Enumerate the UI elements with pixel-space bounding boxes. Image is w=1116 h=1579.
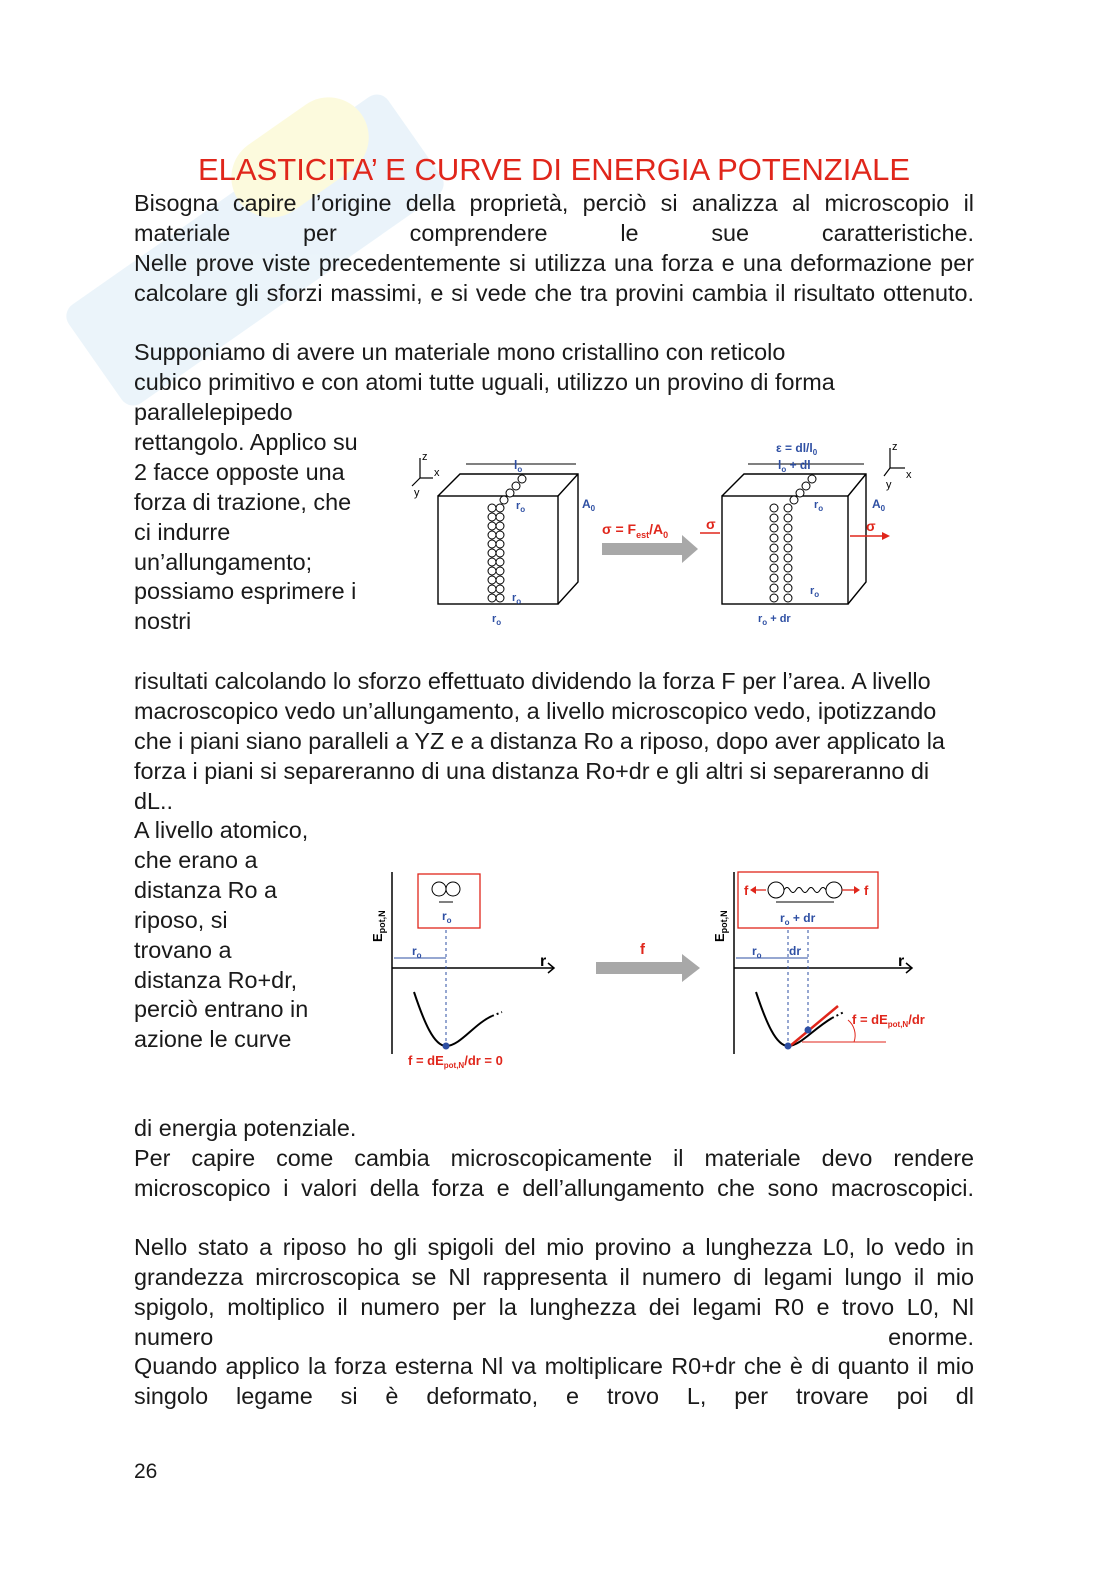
ylabel-left: $E_{pot,N}$ — [370, 910, 387, 942]
paragraph-energia: di energia potenziale. — [134, 1115, 357, 1141]
label-r0-under: $r_o$ — [492, 613, 502, 627]
paragraph-livello-atomico: A livello atomico, che erano a distanza Ro a riposo, si trovano a distanza Ro+dr, perciò entrano in azione le curve — [134, 817, 309, 1053]
axis-z-label-right: z — [892, 441, 898, 453]
page-title: ELASTICITA’ E CURVE DI ENERGIA POTENZIALE — [197, 152, 911, 187]
equation-right: $f = dE_{pot,N}/dr$ — [852, 1012, 925, 1029]
label-r0-plus-dr-box: $r_o$ + dr — [780, 911, 816, 927]
arrow-right-icon — [602, 535, 698, 563]
page-number: 26 — [134, 1460, 158, 1483]
equation-left: $f = dE_{pot,N}/dr = 0$ — [408, 1053, 503, 1070]
xlabel-r-left: r — [540, 953, 547, 970]
spring-icon — [784, 888, 826, 893]
axis-y-label-right: y — [886, 479, 892, 491]
paragraph-risultati: risultati calcolando lo sforzo effettuato dividendo la forza F per l’area. A livello macroscopico vedo un’allungamento, a livello microscopico vedo, ipotizzando che i piani siano paralleli a YZ e a distanza Ro a riposo, dopo aver applicato la forza i piani si separeranno di una distanza Ro+dr e gli altri si separeranno di dL.. — [134, 668, 945, 814]
axis-x-label-right: x — [906, 469, 912, 481]
label-f-arrow: f — [640, 941, 645, 958]
label-r0-top: $r_o$ — [516, 500, 526, 514]
xlabel-r-right: r — [898, 953, 905, 970]
tangent-line — [790, 1006, 838, 1046]
paragraph-microscopico: Per capire come cambia microscopicamente il materiale devo rendere microscopico i valori della forza e dell’allungamento che sono macroscopici. — [134, 1145, 974, 1201]
label-r0-axis-left: $r_o$ — [412, 944, 422, 960]
label-dr-axis: dr — [789, 944, 801, 958]
label-sigma-formula: $\sigma = F_{est}/A_0$ — [602, 521, 669, 540]
label-r0-right-bottom: $r_o$ — [810, 585, 820, 599]
label-epsilon: $\varepsilon = dl/l_0$ — [776, 441, 818, 457]
label-l0-plus-dl: $l_o$ + dl — [778, 458, 811, 474]
paragraph-materiale: Supponiamo di avere un materiale mono cristallino con reticolo cubico primitivo e con atomi tutte uguali, utilizzo un provino di forma — [134, 339, 835, 395]
paragraph-stato-riposo: Nello stato a riposo ho gli spigoli del mio provino a lunghezza L0, lo vedo in grandezza mircroscopica se Nl rappresenta il numero di legami lungo il mio spigolo, moltiplico il numero per la lunghezza dei legami R0 e trovo L0, Nl numero enorme. — [134, 1234, 974, 1350]
label-r0-box-left: $r_o$ — [442, 909, 452, 925]
figure-potential-energy — [362, 862, 972, 1082]
label-r0-bottom: $r_o$ — [512, 592, 522, 606]
label-r0-plus-dr: $r_o$ + dr — [758, 613, 791, 627]
label-sigma-right: σ — [866, 518, 876, 534]
energy-curve-left — [414, 992, 492, 1046]
label-A0-right: $A_0$ — [872, 497, 886, 513]
ylabel-right: $E_{pot,N}$ — [712, 910, 729, 942]
paragraph-prove: Nelle prove viste precedentemente si utilizza una forza e una deformazione per calcolare gli sforzi massimi, e si vede che tra provini cambia il risultato ottenuto. — [134, 250, 974, 306]
label-l0: $l_o$ — [514, 458, 523, 474]
paragraph-provino: parallelepipedo rettangolo. Applico su 2 facce opposte una forza di trazione, che ci indurre un’allungamento; possiamo esprimere i nostri — [134, 399, 358, 635]
label-sigma-left: σ — [706, 516, 716, 532]
label-r0-right-top: $r_o$ — [814, 499, 824, 513]
atom-column-right — [770, 475, 816, 602]
paragraph-intro: Bisogna capire l’origine della proprietà, perciò si analizza al microscopio il materiale per comprendere le sue caratteristiche. — [134, 190, 974, 246]
paragraph-forza-esterna: Quando applico la forza esterna Nl va moltiplicare R0+dr che è di quanto il mio singolo legame si è deformato, e trovo L, per trovare poi dl — [134, 1353, 974, 1409]
label-f-left-box: f — [744, 883, 749, 898]
axis-x-label: x — [434, 467, 440, 479]
figure-specimen-tension — [400, 438, 920, 638]
label-r0-axis-right: $r_o$ — [752, 944, 762, 960]
arrow-right-icon-2 — [596, 954, 700, 982]
axis-y-label: y — [414, 487, 420, 499]
label-f-right-box: f — [864, 883, 869, 898]
label-A0-left: $A_0$ — [582, 497, 596, 513]
axis-z-label: z — [422, 451, 428, 463]
atom-column-left — [488, 475, 526, 602]
cube-right — [722, 474, 866, 604]
